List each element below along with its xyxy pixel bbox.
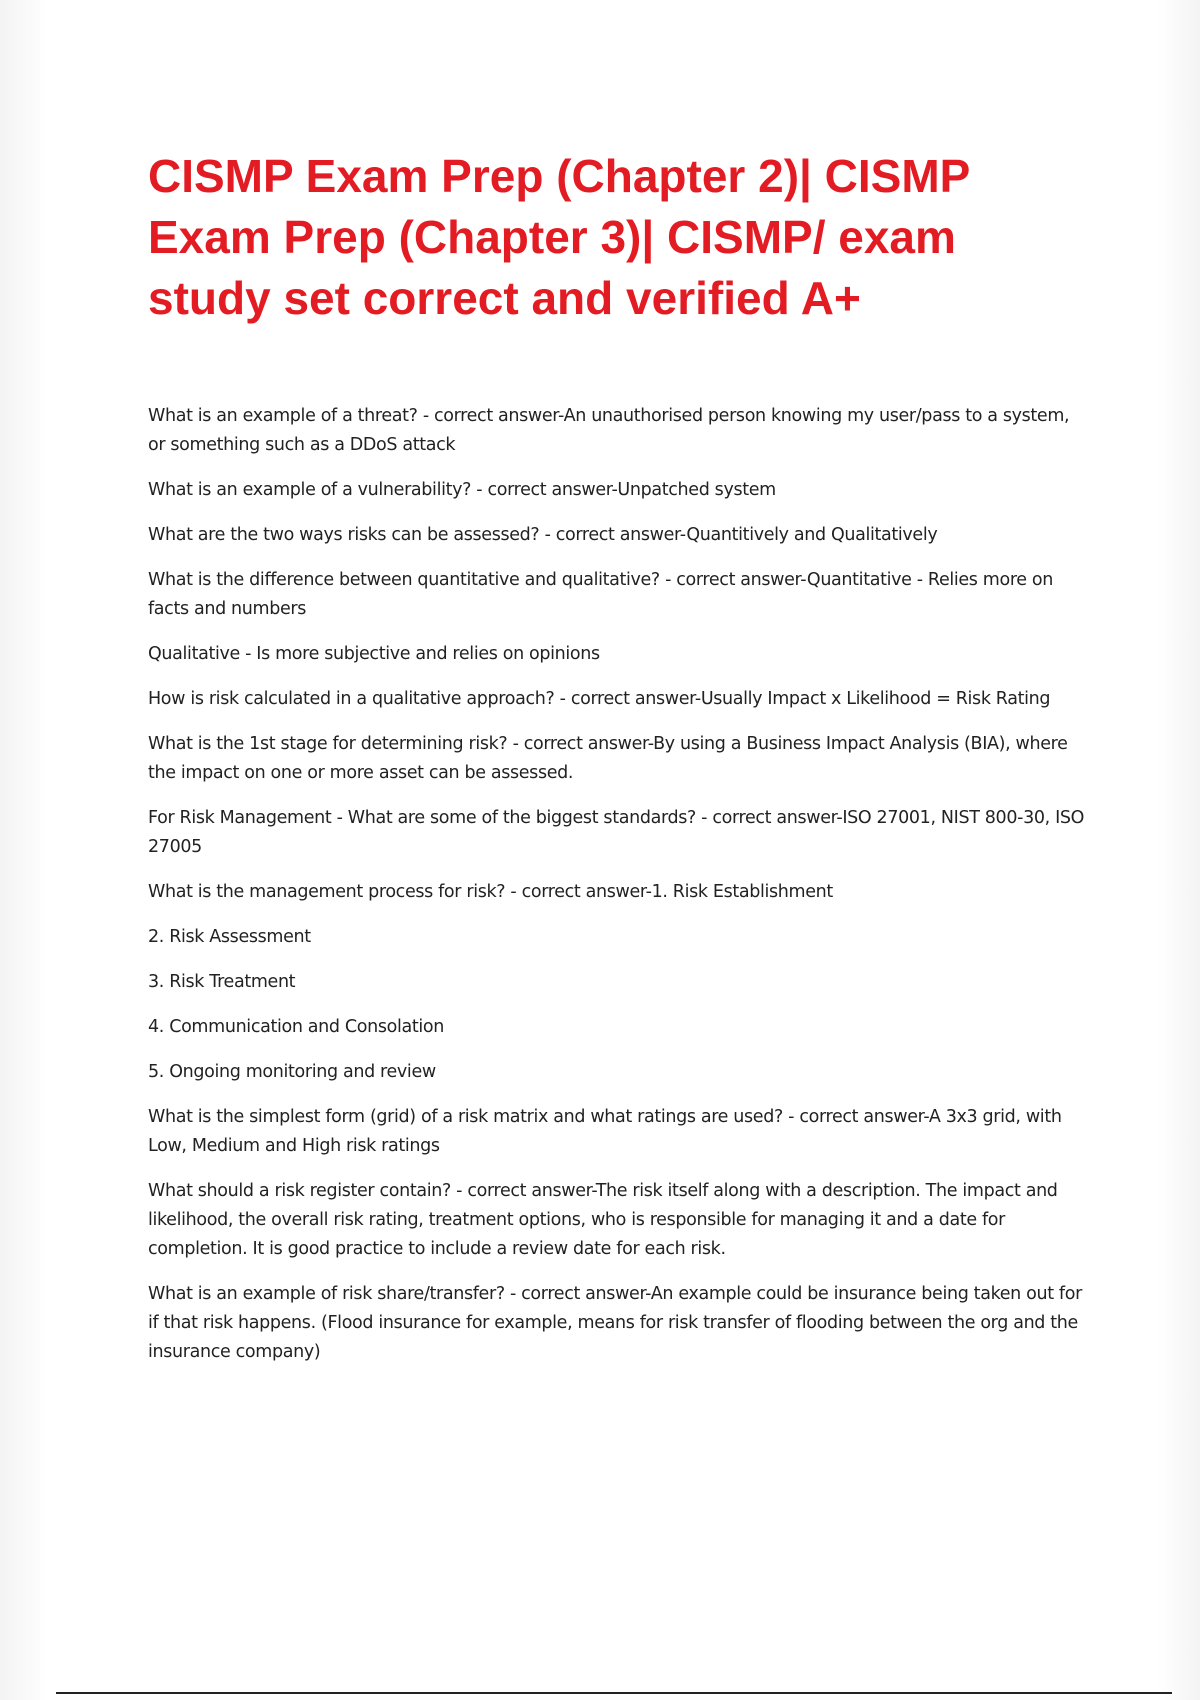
- page-bottom-rule: [56, 1692, 1172, 1694]
- qa-paragraph: What is an example of a vulnerability? - correct answer-Unpatched system: [148, 480, 776, 500]
- page-edge-shadow-right: [1158, 0, 1200, 1700]
- list-item: 2. Risk Assessment: [148, 927, 311, 947]
- qa-paragraph: What is the management process for risk? - correct answer-1. Risk Establishment: [148, 882, 833, 902]
- list-item: 5. Ongoing monitoring and review: [148, 1062, 436, 1082]
- list-item: 4. Communication and Consolation: [148, 1017, 444, 1037]
- list-item: 3. Risk Treatment: [148, 972, 296, 992]
- qa-paragraph: How is risk calculated in a qualitative approach? - correct answer-Usually Impact x Likelihood = Risk Rating: [148, 689, 1051, 709]
- qa-paragraph: What is the simplest form (grid) of a risk matrix and what ratings are used? - correct answer-A 3x3 grid, with Low, Medium and High risk ratings: [148, 1107, 1062, 1156]
- qa-paragraph: What is the 1st stage for determining risk? - correct answer-By using a Business Impact Analysis (BIA), where the impact on one or more asset can be assessed.: [148, 734, 1068, 783]
- qa-paragraph: What is the difference between quantitative and qualitative? - correct answer-Quantitative - Relies more on facts and numbers: [148, 570, 1054, 619]
- qa-paragraph: What is an example of a threat? - correct answer-An unauthorised person knowing my user/pass to a system, or something such as a DDoS attack: [148, 406, 1070, 455]
- document-title: CISMP Exam Prep (Chapter 2)| CISMP Exam Prep (Chapter 3)| CISMP/ exam study set correct and verified A+: [148, 150, 970, 324]
- qa-paragraph: What are the two ways risks can be assessed? - correct answer-Quantitively and Qualitatively: [148, 525, 938, 545]
- qa-paragraph: Qualitative - Is more subjective and relies on opinions: [148, 644, 600, 664]
- qa-paragraph: What should a risk register contain? - correct answer-The risk itself along with a description. The impact and likelihood, the overall risk rating, treatment options, who is responsible for managing it and a date for completion. It is good practice to include a review date for each risk.: [148, 1181, 1058, 1259]
- page-edge-shadow-left: [0, 0, 48, 1700]
- qa-paragraph: What is an example of risk share/transfer? - correct answer-An example could be insurance being taken out for if that risk happens. (Flood insurance for example, means for risk transfer of flooding between the org and the insurance company): [148, 1284, 1082, 1362]
- qa-content: [148, 402, 1088, 1383]
- qa-paragraph: For Risk Management - What are some of the biggest standards? - correct answer-ISO 27001, NIST 800-30, ISO 27005: [148, 808, 1085, 857]
